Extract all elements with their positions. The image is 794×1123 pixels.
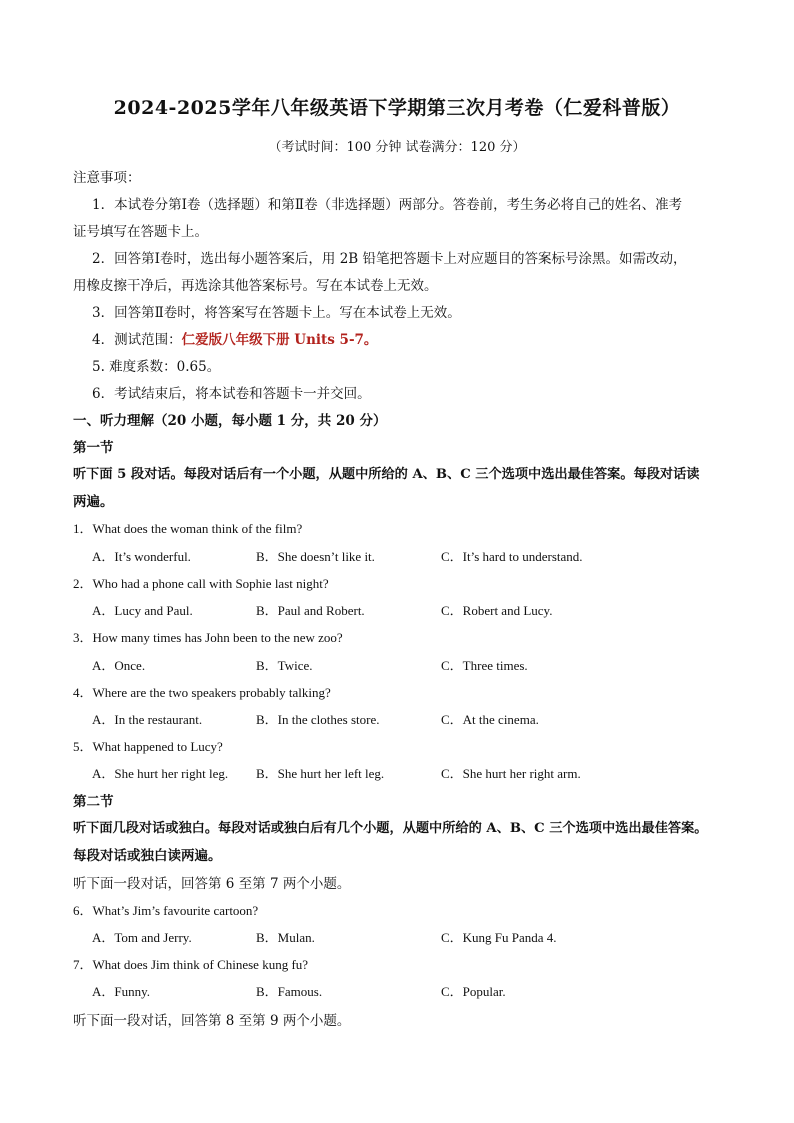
notice-item-6: 6．考试结束后，将本试卷和答题卡一并交回。 <box>92 386 371 402</box>
section-heading: 一、听力理解（20 小题，每小题 1 分，共 20 分） <box>73 413 387 429</box>
question-4: 4．Where are the two speakers probably talking? <box>73 685 331 700</box>
exam-info: （考试时间：100 分钟 试卷满分：120 分） <box>268 140 526 155</box>
q2-option-c: C．Robert and Lucy. <box>441 603 553 618</box>
q5-option-a: A．She hurt her right leg. <box>92 766 229 781</box>
notice-item-2: 2．回答第Ⅰ卷时，选出每小题答案后，用 2B 铅笔把答题卡上对应题目的答案标号涂黑。如需改动， <box>92 251 687 267</box>
q2-option-a: A．Lucy and Paul. <box>92 603 193 618</box>
q2-option-b: B．Paul and Robert. <box>256 603 365 618</box>
question-2: 2．Who had a phone call with Sophie last night? <box>73 576 329 591</box>
part-1-instructions: 听下面 5 段对话。每段对话后有一个小题，从题中所给的 A、B、C 三个选项中选出最佳答案。每段对话读 <box>73 467 700 482</box>
part-1-instructions-cont: 两遍。 <box>73 494 114 510</box>
q4-option-a: A．In the restaurant. <box>92 712 203 727</box>
dialogue-lead-6-7: 听下面一段对话，回答第 6 至第 7 两个小题。 <box>73 876 351 892</box>
q3-option-a: A．Once. <box>92 658 146 673</box>
question-6: 6．What’s Jim’s favourite cartoon? <box>73 903 259 918</box>
notice-heading: 注意事项： <box>73 170 141 186</box>
test-scope: 仁爱版八年级下册 Units 5-7。 <box>181 332 378 348</box>
question-7: 7．What does Jim think of Chinese kung fu? <box>73 957 309 972</box>
notice-item-1: 1．本试卷分第Ⅰ卷（选择题）和第Ⅱ卷（非选择题）两部分。答卷前，考生务必将自己的姓名、准考 <box>92 197 683 213</box>
part-1-label: 第一节 <box>73 440 114 456</box>
q4-option-c: C．At the cinema. <box>441 712 539 727</box>
q1-option-a: A．It’s wonderful. <box>92 549 191 564</box>
q1-option-b: B．She doesn’t like it. <box>256 549 375 564</box>
q5-option-b: B．She hurt her left leg. <box>256 766 385 781</box>
page-title: 2024-2025学年八年级英语下学期第三次月考卷（仁爱科普版） <box>113 97 681 119</box>
notice-item-2-cont: 用橡皮擦干净后，再选涂其他答案标号。写在本试卷上无效。 <box>73 278 438 294</box>
notice-item-5: 5. 难度系数：0.65。 <box>92 359 221 375</box>
q4-option-b: B．In the clothes store. <box>256 712 380 727</box>
q1-option-c: C．It’s hard to understand. <box>441 549 583 564</box>
part-2-instructions: 听下面几段对话或独白。每段对话或独白后有几个小题，从题中所给的 A、B、C 三个选项中选出最佳答案。 <box>73 821 708 836</box>
question-1: 1．What does the woman think of the film? <box>73 521 303 536</box>
q7-option-b: B．Famous. <box>256 984 323 999</box>
dialogue-lead-8-9: 听下面一段对话，回答第 8 至第 9 两个小题。 <box>73 1013 351 1029</box>
notice-item-4 <box>92 328 377 348</box>
part-2-label: 第二节 <box>73 794 114 810</box>
notice-item-1-cont: 证号填写在答题卡上。 <box>73 224 208 240</box>
question-3: 3．How many times has John been to the new zoo? <box>73 630 343 645</box>
q3-option-b: B．Twice. <box>256 658 313 673</box>
q6-option-c: C．Kung Fu Panda 4. <box>441 930 557 945</box>
notice-item-4-label: 4．测试范围： <box>92 332 182 348</box>
notice-item-3: 3．回答第Ⅱ卷时，将答案写在答题卡上。写在本试卷上无效。 <box>92 305 461 321</box>
q7-option-c: C．Popular. <box>441 984 506 999</box>
question-5: 5．What happened to Lucy? <box>73 739 223 754</box>
part-2-instructions-cont: 每段对话或独白读两遍。 <box>73 848 222 864</box>
q7-option-a: A．Funny. <box>92 984 151 999</box>
q6-option-a: A．Tom and Jerry. <box>92 930 192 945</box>
q6-option-b: B．Mulan. <box>256 930 315 945</box>
q5-option-c: C．She hurt her right arm. <box>441 766 581 781</box>
q3-option-c: C．Three times. <box>441 658 528 673</box>
